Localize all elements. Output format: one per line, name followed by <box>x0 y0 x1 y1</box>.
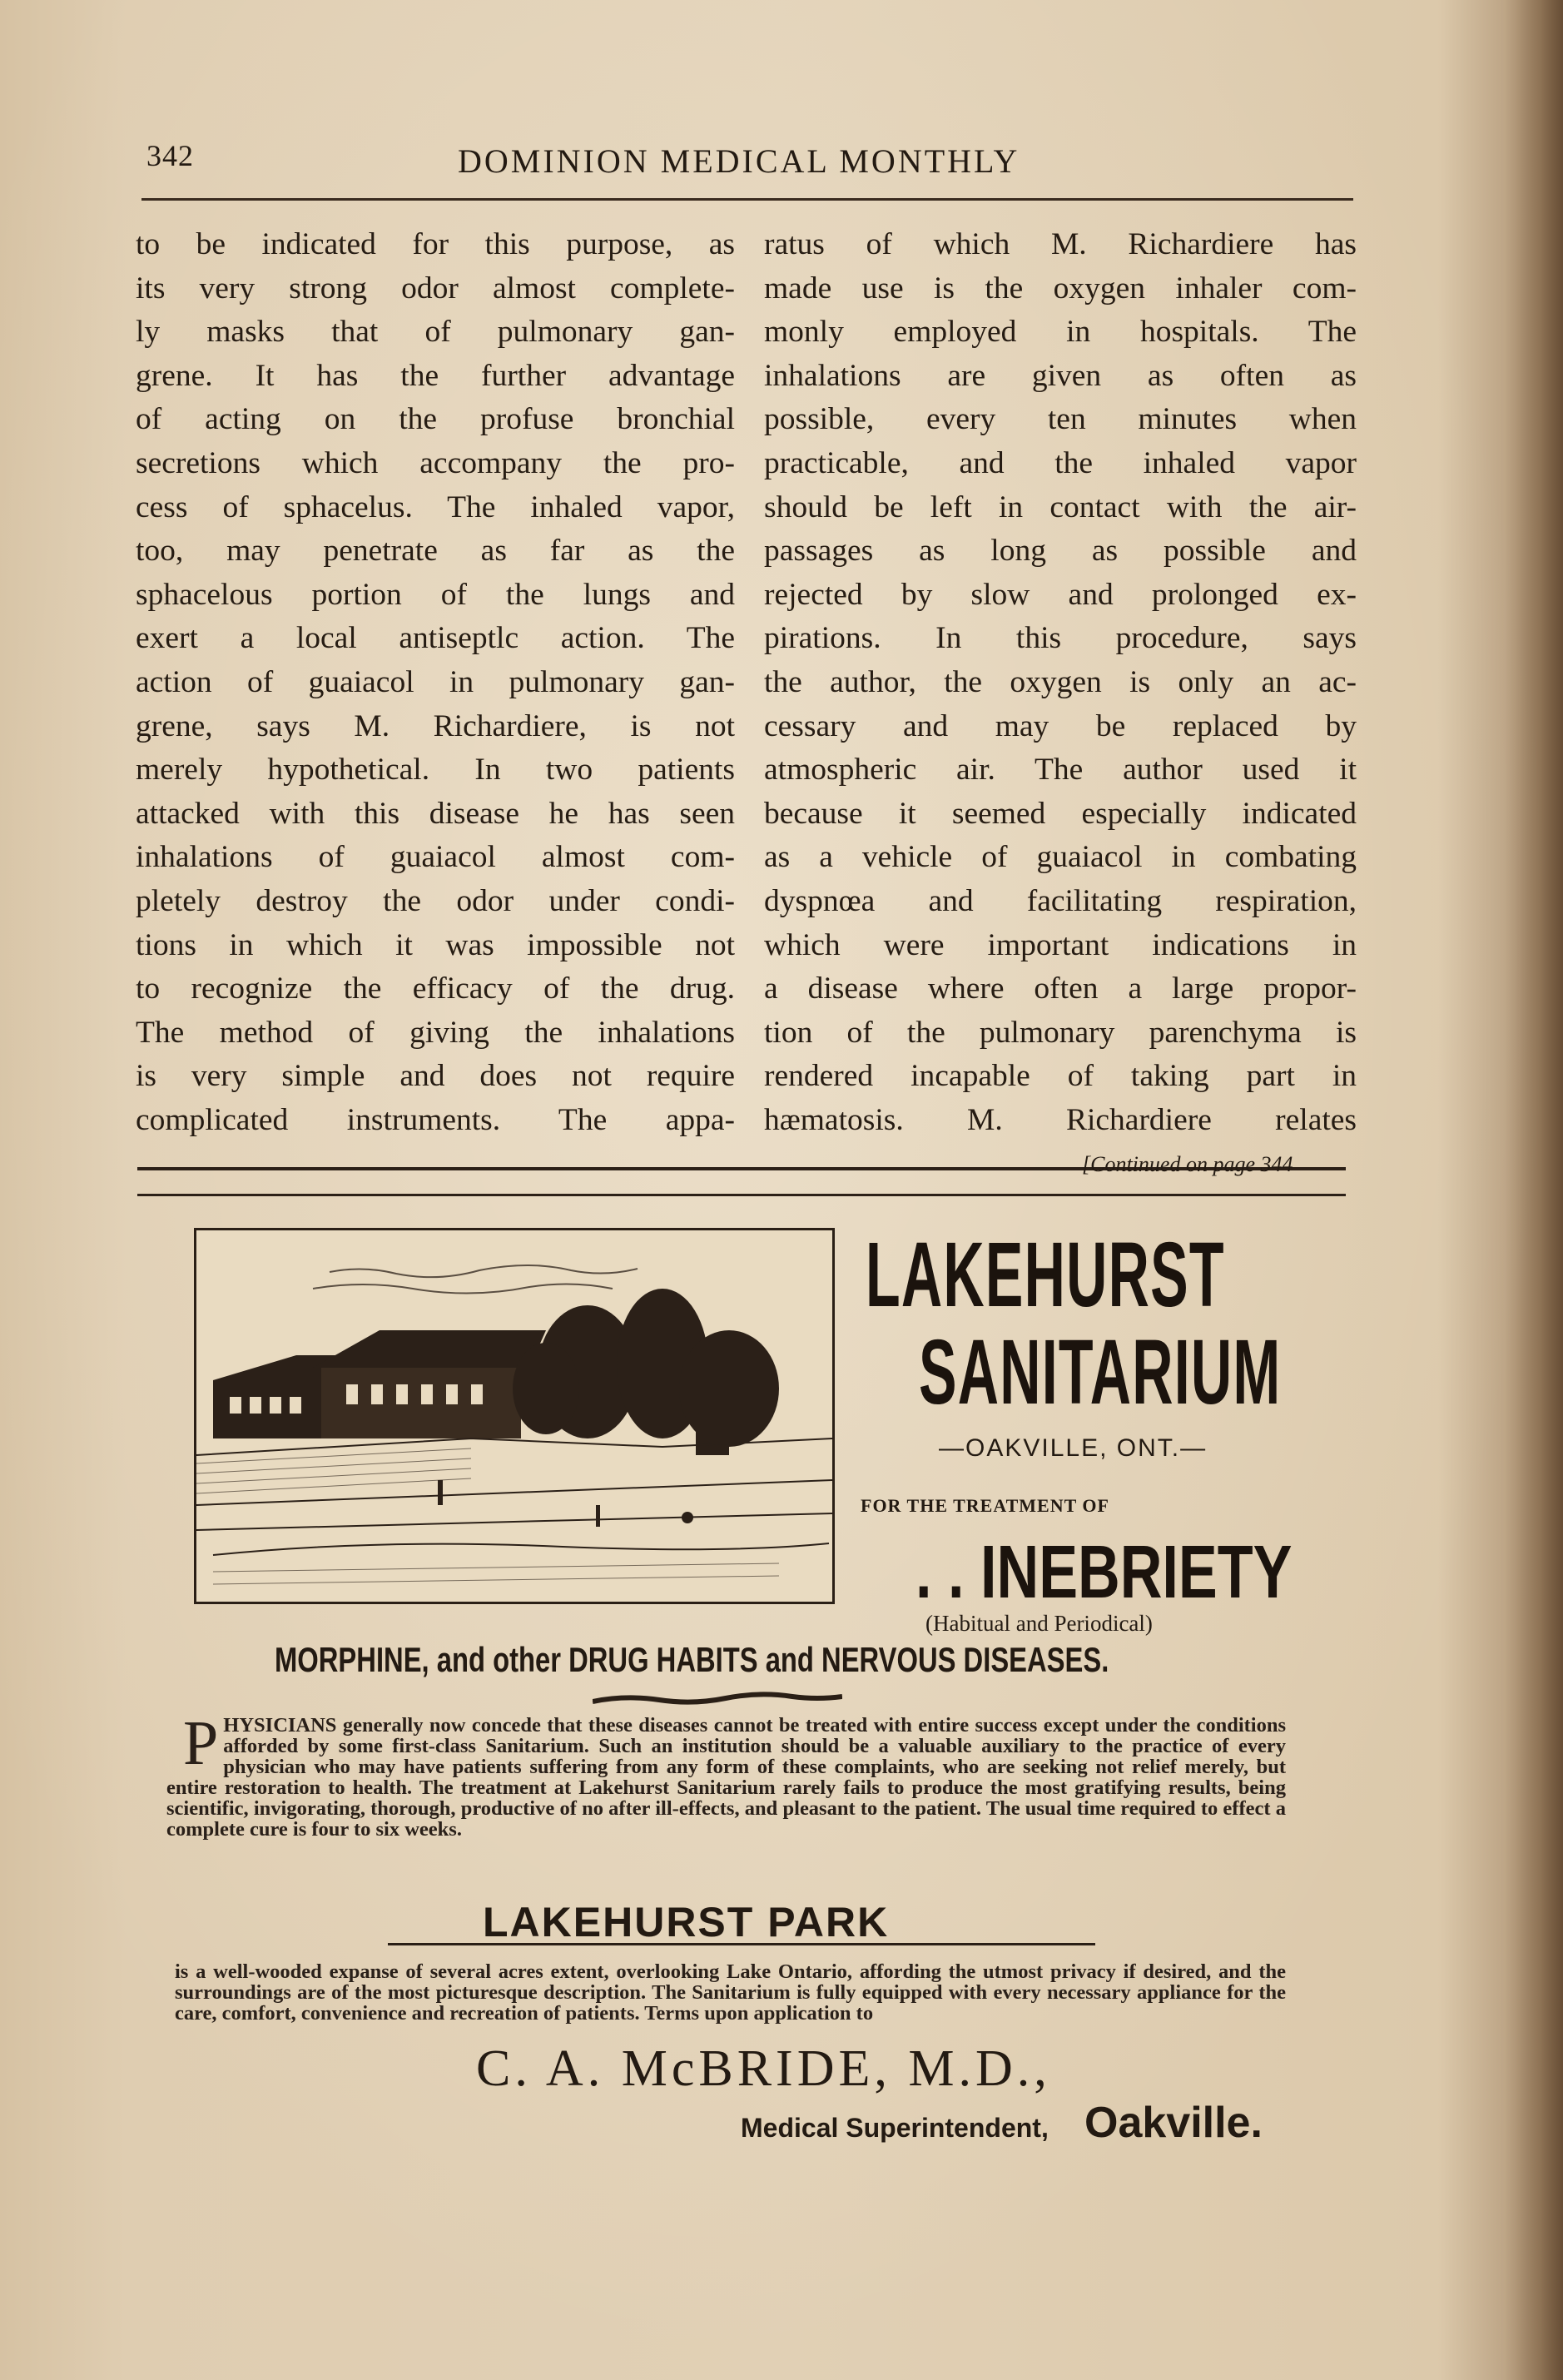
article-line: because it seemed especially indicated <box>764 796 1357 831</box>
article-line: cess of sphacelus. The inhaled vapor, <box>136 489 735 524</box>
article-line: merely hypothetical. In two patients <box>136 753 735 788</box>
dropcap-letter: P <box>183 1708 219 1778</box>
park-title: LAKEHURST PARK <box>483 1899 890 1945</box>
contact-title: Medical Superintendent, <box>741 2113 1049 2143</box>
article-line: atmospheric air. The author used it <box>764 753 1357 788</box>
article-line: inhalations of guaiacol almost com- <box>136 840 735 875</box>
article-line: too, may penetrate as far as the <box>136 534 735 569</box>
park-title-rule <box>388 1943 1095 1945</box>
park-paragraph: is a well-wooded expanse of several acres extent, overlooking Lake Ontario, affording the utmost privacy if desired, and the surroundings are of the most picturesque description. The Sanitarium is fully equipped with every necessary appliance for the care, comfort, convenience and recreation of patients. Terms upon application to <box>175 1960 1286 2025</box>
article-line: sphacelous portion of the lungs and <box>136 577 735 612</box>
article-line: tions in which it was impossible not <box>136 927 735 962</box>
article-line: cessary and may be replaced by <box>764 708 1357 743</box>
article-line: rejected by slow and prolonged ex- <box>764 577 1357 612</box>
article-line: exert a local antiseptlc action. The <box>136 621 735 656</box>
article-line: pirations. In this procedure, says <box>764 621 1357 656</box>
page-header <box>141 133 1348 191</box>
article-line: of acting on the profuse bronchial <box>136 402 735 437</box>
article-line: grene. It has the further advantage <box>136 358 735 393</box>
ad-title-lakehurst: LAKEHURST <box>866 1224 1225 1326</box>
article-line: inhalations are given as often as <box>764 358 1357 393</box>
article-line: pletely destroy the odor under condi- <box>136 883 735 918</box>
continued-note: [Continued on page 344 <box>1082 1152 1293 1176</box>
article-line: ratus of which M. Richardiere has <box>764 227 1357 261</box>
running-title: DOMINION MEDICAL MONTHLY <box>458 142 1020 180</box>
header-rule <box>141 198 1353 201</box>
article-line: passages as long as possible and <box>764 534 1357 569</box>
article-line: made use is the oxygen inhaler com- <box>764 271 1357 306</box>
ad-other-conditions: MORPHINE, and other DRUG HABITS and NERVOUS DISEASES. <box>275 1640 1109 1679</box>
article-line: The method of giving the inhalations <box>136 1015 735 1050</box>
article-line: rendered incapable of taking part in <box>764 1059 1357 1094</box>
page-edge-shadow <box>1505 0 1563 2380</box>
ornament-divider <box>593 1690 842 1710</box>
article-line: dyspnœa and facilitating respiration, <box>764 883 1357 918</box>
contact-town: Oakville. <box>1084 2099 1263 2147</box>
article-line: is very simple and does not require <box>136 1059 735 1094</box>
ad-intro-text: HYSICIANS generally now concede that these diseases cannot be treated with entire success except under the conditions afforded by some first-class Sanitarium. Such an institution should be a valuable auxiliary to the practice of every physician who may have patients suffering from any form of these complaints, who are seeking not relief merely, but entire restoration to health. The treatment at Lakehurst Sanitarium rarely fails to produce the most gratifying results, being scientific, invigorating, thorough, productive of no after ill-effects, and pleasant to the patient. The usual time required to effect a complete cure is four to six weeks. <box>166 1714 1286 1841</box>
article-line: action of guaiacol in pulmonary gan- <box>136 664 735 699</box>
article-line: complicated instruments. The appa- <box>136 1102 735 1137</box>
ad-intro-paragraph <box>166 1708 1286 1841</box>
article-line: its very strong odor almost complete- <box>136 271 735 306</box>
article-line: should be left in contact with the air- <box>764 489 1357 524</box>
article-line: ly masks that of pulmonary gan- <box>136 315 735 350</box>
article-line: secretions which accompany the pro- <box>136 445 735 480</box>
ad-for-treatment: FOR THE TREATMENT OF <box>861 1495 1109 1516</box>
article-line: attacked with this disease he has seen <box>136 796 735 831</box>
article-line: practicable, and the inhaled vapor <box>764 445 1357 480</box>
sanitarium-illustration <box>196 1230 832 1602</box>
ad-condition-note: (Habitual and Periodical) <box>925 1611 1153 1636</box>
article-line: a disease where often a large propor- <box>764 971 1357 1006</box>
contact-name: C. A. McBRIDE, M.D., <box>476 2040 1051 2097</box>
article-line: possible, every ten minutes when <box>764 402 1357 437</box>
article-line: which were important indications in <box>764 927 1357 962</box>
article-line: hæmatosis. M. Richardiere relates <box>764 1102 1357 1137</box>
article-right-column <box>764 223 1357 1142</box>
article-line: monly employed in hospitals. The <box>764 315 1357 350</box>
page-number: 342 <box>146 139 194 172</box>
article-left-column <box>136 223 735 1142</box>
article-line: to recognize the efficacy of the drug. <box>136 971 735 1006</box>
ad-title-sanitarium: SANITARIUM <box>919 1321 1282 1424</box>
ad-location: —OAKVILLE, ONT.— <box>939 1434 1208 1462</box>
sanitarium-engraving-image <box>194 1228 835 1604</box>
ad-condition: . . INEBRIETY <box>915 1531 1293 1614</box>
article-line: to be indicated for this purpose, as <box>136 227 735 261</box>
article-line: tion of the pulmonary parenchyma is <box>764 1015 1357 1050</box>
article-line: grene, says M. Richardiere, is not <box>136 708 735 743</box>
article-line: the author, the oxygen is only an ac- <box>764 664 1357 699</box>
article-line: as a vehicle of guaiacol in combating <box>764 840 1357 875</box>
advertisement-top-rule <box>137 1194 1346 1196</box>
